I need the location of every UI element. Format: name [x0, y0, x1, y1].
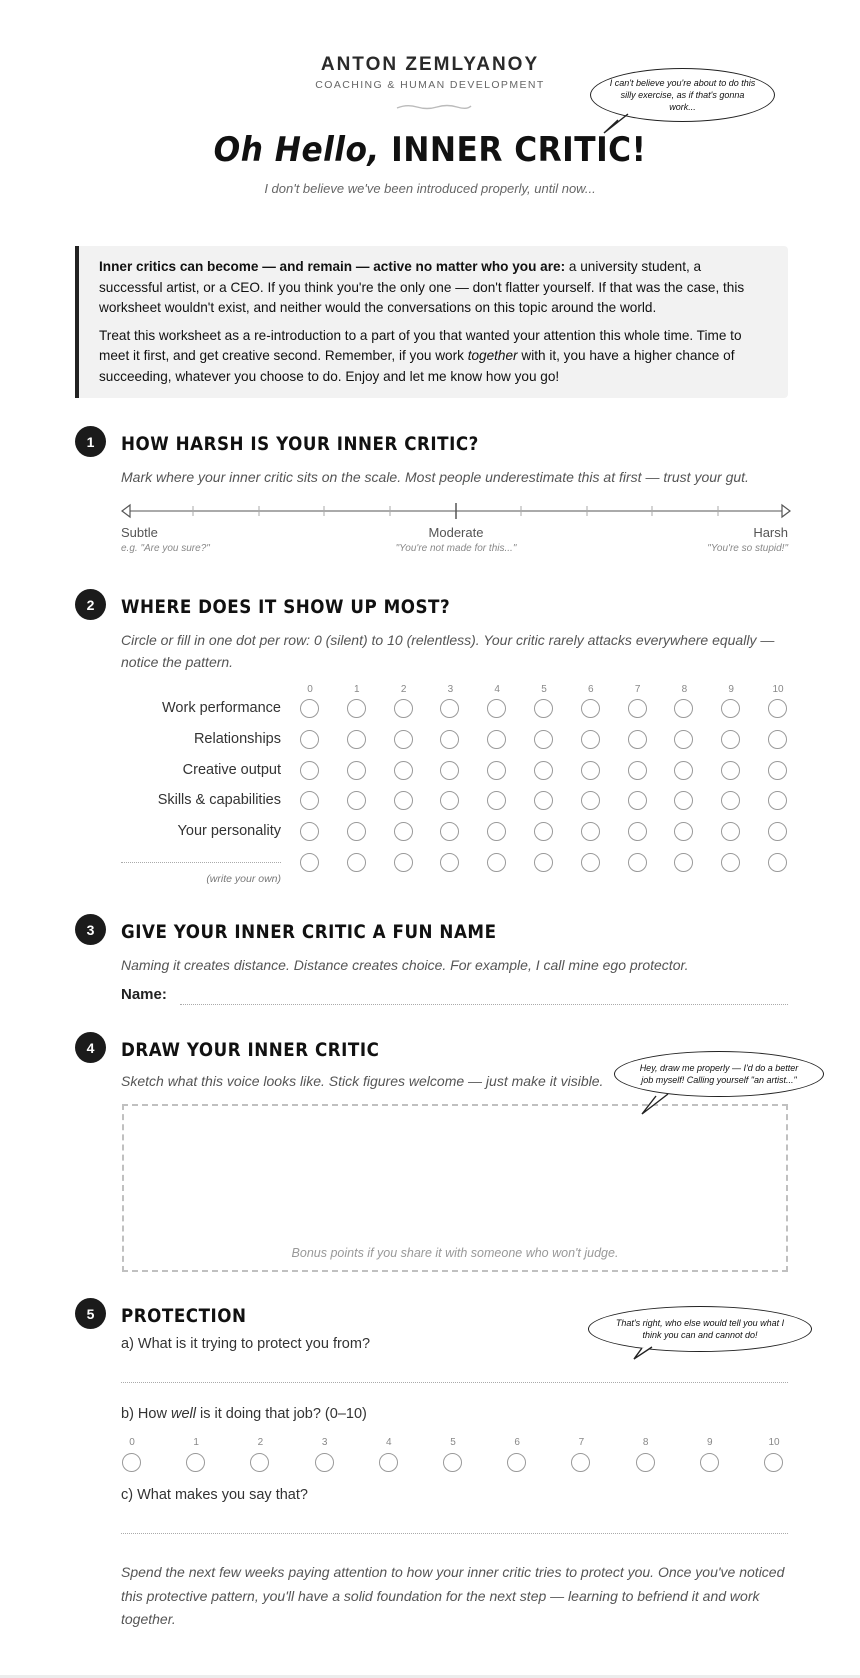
rating-dot[interactable]	[571, 1453, 590, 1472]
rating-dot[interactable]	[394, 761, 413, 780]
harshness-scale[interactable]	[120, 500, 792, 524]
name-input-line[interactable]	[180, 1004, 788, 1005]
rating-dot[interactable]	[507, 1453, 526, 1472]
intro-text: a university student, a successful artist, or a CEO. If you think you're the only one — don't flatter yourself. If that was the case, this worksheet wouldn't exist, and neither would the conversations on this topic around the world.	[99, 259, 745, 315]
rating-dot[interactable]	[581, 761, 600, 780]
rating-dot[interactable]	[721, 822, 740, 841]
rating-dot[interactable]	[487, 853, 506, 872]
rating-dot[interactable]	[487, 761, 506, 780]
intro-paragraph-2	[99, 326, 766, 388]
rating-dot[interactable]	[487, 822, 506, 841]
rating-dot[interactable]	[628, 761, 647, 780]
rating-dot[interactable]	[487, 699, 506, 718]
column-header: 10	[772, 684, 784, 695]
rating-dot[interactable]	[768, 730, 787, 749]
write-own-label: (write your own)	[206, 873, 281, 885]
rating-dot[interactable]	[394, 699, 413, 718]
section-title-4: DRAW YOUR INNER CRITIC	[121, 1039, 380, 1061]
column-header: 3	[447, 684, 454, 695]
rating-dot[interactable]	[440, 853, 459, 872]
scale-number: 8	[642, 1437, 649, 1448]
intro-paragraph-1	[99, 257, 766, 319]
column-header: 6	[588, 684, 594, 695]
title-italic: Oh Hello,	[213, 130, 380, 170]
section-number-2: 2	[75, 589, 106, 620]
column-header: 5	[541, 684, 547, 695]
row-label: Relationships	[193, 730, 281, 747]
row-label: Skills & capabilities	[157, 792, 281, 809]
rating-dot[interactable]	[768, 822, 787, 841]
scale-number: 6	[514, 1437, 520, 1448]
rating-dot[interactable]	[628, 853, 647, 872]
rating-dot[interactable]	[628, 699, 647, 718]
question-b-emphasis: well	[170, 1406, 196, 1422]
column-header: 7	[634, 684, 641, 695]
rating-dot[interactable]	[534, 761, 553, 780]
scale-number: 2	[257, 1437, 264, 1448]
scale-number: 9	[707, 1437, 713, 1448]
section-title-1: HOW HARSH IS YOUR INNER CRITIC?	[121, 433, 479, 455]
section-number-4: 4	[75, 1032, 106, 1063]
rating-dot[interactable]	[581, 730, 600, 749]
rating-dot[interactable]	[674, 761, 693, 780]
rating-dot[interactable]	[768, 853, 787, 872]
rating-dot[interactable]	[674, 822, 693, 841]
scale-label-subtle: Subtle	[121, 525, 158, 540]
rating-dot[interactable]	[534, 730, 553, 749]
rating-dot[interactable]	[674, 699, 693, 718]
column-header: 0	[307, 684, 313, 695]
rating-dot[interactable]	[628, 822, 647, 841]
rating-dot[interactable]	[721, 730, 740, 749]
rating-dot[interactable]	[674, 791, 693, 810]
question-c: c) What makes you say that?	[121, 1487, 308, 1503]
rating-dot[interactable]	[674, 730, 693, 749]
speech-bubble-draw: Hey, draw me properly — I'd do a better job myself! Calling yourself "an artist..."	[614, 1051, 824, 1097]
rating-dot[interactable]	[440, 822, 459, 841]
column-header: 8	[681, 684, 688, 695]
rating-dot[interactable]	[534, 822, 553, 841]
row-label: Your personality	[177, 823, 281, 840]
intro-bold: Inner critics can become — and remain — active no matter who you are:	[99, 259, 566, 274]
rating-dot[interactable]	[764, 1453, 783, 1472]
section-number-5: 5	[75, 1298, 106, 1329]
scale-number: 5	[450, 1437, 456, 1448]
rating-dot[interactable]	[534, 791, 553, 810]
scale-number: 3	[321, 1437, 328, 1448]
bubble-tail-icon	[640, 1092, 676, 1116]
bubble-tail-icon	[600, 112, 640, 136]
rating-dot[interactable]	[315, 1453, 334, 1472]
rating-dot[interactable]	[721, 853, 740, 872]
question-b	[121, 1406, 367, 1422]
rating-dot[interactable]	[487, 791, 506, 810]
rating-dot[interactable]	[440, 761, 459, 780]
intro-box	[75, 246, 788, 398]
rating-dot[interactable]	[347, 822, 366, 841]
rating-dot[interactable]	[122, 1453, 141, 1472]
rating-dot[interactable]	[186, 1453, 205, 1472]
rating-dot[interactable]	[379, 1453, 398, 1472]
scale-number: 10	[768, 1437, 780, 1448]
scale-number: 7	[578, 1437, 585, 1448]
rating-dot[interactable]	[628, 730, 647, 749]
intro-emphasis: together	[467, 348, 518, 363]
section-desc-4: Sketch what this voice looks like. Stick figures welcome — just make it visible.	[121, 1073, 604, 1089]
rating-dot[interactable]	[700, 1453, 719, 1472]
section-desc-3: Naming it creates distance. Distance creates choice. For example, I call mine ego protector.	[121, 957, 689, 973]
rating-dot[interactable]	[347, 791, 366, 810]
rating-dot[interactable]	[250, 1453, 269, 1472]
question-b-part: is it doing that job? (0–10)	[195, 1406, 367, 1422]
brand-name: ANTON ZEMLYANOY	[320, 54, 540, 75]
section-number-3: 3	[75, 914, 106, 945]
rating-dot[interactable]	[721, 761, 740, 780]
column-header: 2	[400, 684, 407, 695]
decorative-squiggle	[395, 103, 473, 111]
write-own-line[interactable]	[121, 862, 281, 863]
scale-number: 4	[386, 1437, 392, 1448]
rating-dot[interactable]	[581, 791, 600, 810]
drawing-hint: Bonus points if you share it with someone who won't judge.	[291, 1246, 619, 1260]
rating-dot[interactable]	[721, 791, 740, 810]
rating-dot[interactable]	[347, 761, 366, 780]
section-desc-2: Circle or fill in one dot per row: 0 (silent) to 10 (relentless). Your critic rarely attacks everywhere equally — notice the pattern.	[121, 632, 775, 670]
section-title-2: WHERE DOES IT SHOW UP MOST?	[121, 596, 451, 618]
rating-dot[interactable]	[487, 730, 506, 749]
scale-label-harsh: Harsh	[753, 525, 788, 540]
rating-dot[interactable]	[581, 853, 600, 872]
rating-dot[interactable]	[674, 853, 693, 872]
title-rest: INNER CRITIC!	[379, 130, 647, 170]
scale-label-moderate: Moderate	[428, 525, 484, 540]
section-number-1: 1	[75, 426, 106, 457]
closing-note: Spend the next few weeks paying attention to how your inner critic tries to protect you. Once you've noticed this protective pattern, you'll have a solid foundation for the next step — learning to befriend it and work together.	[121, 1564, 785, 1627]
rating-dot[interactable]	[768, 761, 787, 780]
rating-dot[interactable]	[534, 699, 553, 718]
scale-example-harsh: "You're so stupid!"	[707, 543, 788, 554]
speech-bubble-protect: That's right, who else would tell you what I think you can and cannot do!	[588, 1306, 812, 1352]
rating-dot[interactable]	[300, 853, 319, 872]
scale-example-moderate: "You're not made for this..."	[395, 543, 517, 554]
page-subtitle: I don't believe we've been introduced properly, until now...	[264, 181, 596, 196]
column-header: 9	[728, 684, 734, 695]
rating-dot[interactable]	[347, 699, 366, 718]
row-label: Work performance	[162, 700, 281, 716]
rating-dot[interactable]	[394, 853, 413, 872]
rating-dot[interactable]	[443, 1453, 462, 1472]
rating-dot[interactable]	[347, 853, 366, 872]
rating-dot[interactable]	[394, 730, 413, 749]
answer-c-line[interactable]	[121, 1533, 788, 1534]
scale-number: 0	[129, 1437, 135, 1448]
rating-dot[interactable]	[440, 699, 459, 718]
scale-number: 1	[193, 1437, 199, 1448]
rating-dot[interactable]	[300, 761, 319, 780]
rating-dot[interactable]	[394, 822, 413, 841]
rating-dot[interactable]	[534, 853, 553, 872]
rating-dot[interactable]	[300, 791, 319, 810]
section-title-5: PROTECTION	[121, 1305, 247, 1327]
section-title-3: GIVE YOUR INNER CRITIC A FUN NAME	[121, 921, 497, 943]
scale-example-subtle: e.g. "Are you sure?"	[121, 543, 210, 554]
rating-dot[interactable]	[347, 730, 366, 749]
rating-dot[interactable]	[440, 791, 459, 810]
rating-dot[interactable]	[394, 791, 413, 810]
rating-dot[interactable]	[440, 730, 459, 749]
rating-dot[interactable]	[581, 822, 600, 841]
row-label: Creative output	[182, 761, 281, 778]
rating-dot[interactable]	[581, 699, 600, 718]
intro-text: Treat this worksheet as a re-introduction to a part of you that wanted your attention this whole time. Time to meet it first, and get creative second. Remember, if you work	[99, 327, 742, 363]
rating-dot[interactable]	[721, 699, 740, 718]
question-b-part: b) How	[121, 1406, 171, 1422]
rating-dot[interactable]	[300, 699, 319, 718]
rating-dot[interactable]	[300, 822, 319, 841]
rating-dot[interactable]	[300, 730, 319, 749]
rating-dot[interactable]	[768, 791, 787, 810]
answer-a-line[interactable]	[121, 1382, 788, 1383]
rating-dot[interactable]	[768, 699, 787, 718]
speech-bubble-header: I can't believe you're about to do this silly exercise, as if that's gonna work...	[590, 68, 775, 122]
intro-text: with it, you have a higher chance of succeeding, whatever you choose to do. Enjoy and let me know how you go!	[99, 348, 735, 384]
question-a: a) What is it trying to protect you from?	[121, 1336, 371, 1352]
name-label: Name:	[121, 986, 167, 1003]
section-desc-1: Mark where your inner critic sits on the scale. Most people underestimate this at first — trust your gut.	[121, 469, 749, 485]
page-title	[34, 130, 825, 170]
brand-subtitle: COACHING & HUMAN DEVELOPMENT	[315, 79, 545, 91]
rating-dot[interactable]	[628, 791, 647, 810]
column-header: 4	[494, 684, 500, 695]
column-header: 1	[354, 684, 360, 695]
rating-dot[interactable]	[636, 1453, 655, 1472]
bubble-tail-icon	[630, 1346, 666, 1362]
